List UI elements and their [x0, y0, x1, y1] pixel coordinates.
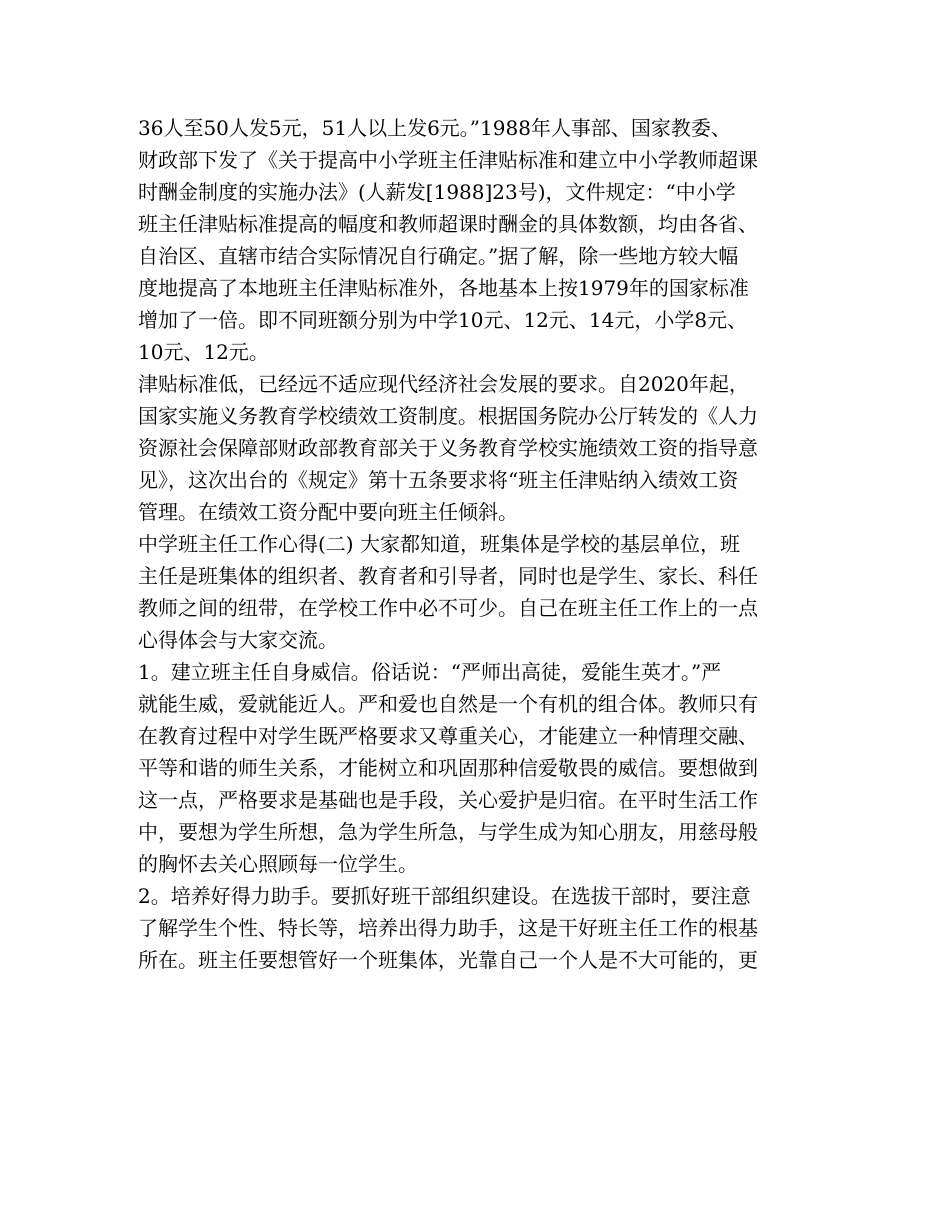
text-line: 增加了一倍。即不同班额分别为中学10元、12元、14元，小学8元、: [138, 308, 748, 332]
text-line: 2。培养好得力助手。要抓好班干部组织建设。在选拔干部时，要注意: [138, 884, 751, 908]
text-line: 在教育过程中对学生既严格要求又尊重关心，才能建立一种情理交融、: [138, 724, 758, 748]
text-line: 财政部下发了《关于提高中小学班主任津贴标准和建立中小学教师超课: [138, 148, 758, 172]
text-line: 主任是班集体的组织者、教育者和引导者，同时也是学生、家长、科任: [138, 564, 758, 588]
text-line: 中，要想为学生所想，急为学生所急，与学生成为知心朋友，用慈母般: [138, 820, 758, 844]
text-line: 36人至50人发5元，51人以上发6元。”1988年人事部、国家教委、: [138, 116, 731, 140]
text-line: 的胸怀去关心照顾每一位学生。: [138, 852, 418, 876]
text-line: 班主任津贴标准提高的幅度和教师超课时酬金的具体数额，均由各省、: [138, 212, 758, 236]
text-line: 1。建立班主任自身威信。俗话说：“严师出高徒，爱能生英才。”严: [138, 660, 722, 684]
text-line: 国家实施义务教育学校绩效工资制度。根据国务院办公厅转发的《人力: [138, 404, 758, 428]
text-line: 津贴标准低，已经远不适应现代经济社会发展的要求。自2020年起，: [138, 372, 749, 396]
text-line: 教师之间的纽带，在学校工作中必不可少。自己在班主任工作上的一点: [138, 596, 758, 620]
text-line: 自治区、直辖市结合实际情况自行确定。”据了解，除一些地方较大幅: [138, 244, 739, 268]
text-line: 心得体会与大家交流。: [138, 628, 338, 652]
text-line: 10元、12元。: [138, 340, 269, 364]
document-body: [138, 112, 828, 976]
text-line: 就能生威，爱就能近人。严和爱也自然是一个有机的组合体。教师只有: [138, 692, 758, 716]
text-line: 所在。班主任要想管好一个班集体，光靠自己一个人是不大可能的，更: [138, 948, 758, 972]
text-line: 度地提高了本地班主任津贴标准外，各地基本上按1979年的国家标准: [138, 276, 749, 300]
text-line: 中学班主任工作心得(二) 大家都知道，班集体是学校的基层单位，班: [138, 532, 740, 556]
text-line: 平等和谐的师生关系，才能树立和巩固那种信爱敬畏的威信。要想做到: [138, 756, 758, 780]
text-line: 了解学生个性、特长等，培养出得力助手，这是干好班主任工作的根基: [138, 916, 758, 940]
text-line: 管理。在绩效工资分配中要向班主任倾斜。: [138, 500, 518, 524]
text-line: 这一点，严格要求是基础也是手段，关心爱护是归宿。在平时生活工作: [138, 788, 758, 812]
text-line: 时酬金制度的实施办法》(人薪发[1988]23号)，文件规定：“中小学: [138, 180, 736, 204]
text-line: 资源社会保障部财政部教育部关于义务教育学校实施绩效工资的指导意: [138, 436, 758, 460]
text-line: 见》，这次出台的《规定》第十五条要求将“班主任津贴纳入绩效工资: [138, 468, 739, 492]
